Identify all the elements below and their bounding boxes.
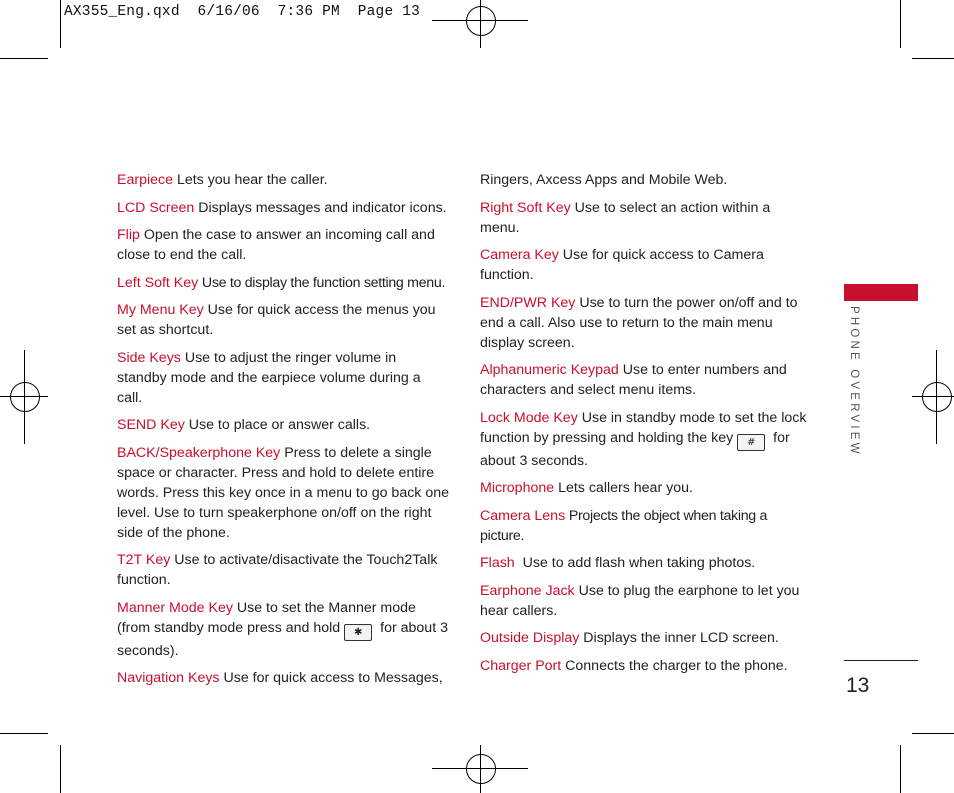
entry-side-keys: Side Keys Use to adjust the ringer volume in standby mode and the earpiece volume during a call. bbox=[117, 349, 421, 406]
left-column bbox=[117, 170, 449, 696]
page-number-rule bbox=[844, 660, 918, 661]
entry-lock-mode-key: Lock Mode Key Use in standby mode to set the lock function by pressing and holding the key # for about 3 seconds. bbox=[480, 409, 807, 469]
entry-outside-display: Outside Display Displays the inner LCD screen. bbox=[480, 630, 779, 646]
entry-microphone: Microphone Lets callers hear you. bbox=[480, 480, 693, 496]
entry-lcd-screen: LCD Screen Displays messages and indicator icons. bbox=[117, 199, 447, 216]
crop-mark bbox=[912, 58, 954, 59]
registration-mark-top bbox=[466, 6, 496, 36]
pound-key-icon: # bbox=[737, 434, 765, 451]
entry-earphone-jack: Earphone Jack Use to plug the earphone to let you hear callers. bbox=[480, 582, 800, 619]
crop-mark bbox=[900, 745, 901, 793]
entry-earpiece: Earpiece Lets you hear the caller. bbox=[117, 172, 328, 188]
registration-line bbox=[912, 396, 954, 397]
registration-line bbox=[0, 396, 48, 397]
print-slug-header: AX355_Eng.qxd 6/16/06 7:36 PM Page 13 bbox=[64, 4, 421, 20]
entry-camera-lens: Camera Lens Projects the object when taking a picture. bbox=[480, 507, 768, 544]
registration-line bbox=[24, 350, 25, 444]
crop-mark bbox=[912, 733, 954, 734]
entry-send-key: SEND Key Use to place or answer calls. bbox=[117, 417, 371, 433]
page-number: 13 bbox=[846, 674, 870, 697]
entry-navigation-keys: Navigation Keys Use for quick access to Messages, bbox=[117, 670, 443, 686]
entry-end-pwr-key: END/PWR Key Use to turn the power on/off and to end a call. Also use to return to the main menu display screen. bbox=[480, 294, 798, 351]
entry-t2t-key: T2T Key Use to activate/disactivate the Touch2Talk function. bbox=[117, 552, 438, 588]
registration-mark-right bbox=[922, 382, 952, 412]
registration-line bbox=[432, 20, 528, 21]
entry-charger-port: Charger Port Connects the charger to the phone. bbox=[480, 657, 788, 674]
entry-back-speakerphone-key: BACK/Speakerphone Key Press to delete a single space or character. Press and hold to delete entire words. Press this key once in a menu to go back one level. Use to turn speakerphone on/off on the right side of the phone. bbox=[117, 444, 450, 541]
section-label: PHONE OVERVIEW bbox=[848, 306, 860, 457]
entry-alphanumeric-keypad: Alphanumeric Keypad Use to enter numbers and characters and select menu items. bbox=[480, 362, 787, 398]
entry-left-soft-key: Left Soft Key Use to display the function setting menu. bbox=[117, 274, 446, 291]
crop-mark bbox=[60, 0, 61, 48]
registration-mark-bottom bbox=[466, 754, 496, 784]
crop-mark bbox=[0, 733, 48, 734]
star-key-icon: ✱ bbox=[344, 624, 372, 641]
right-column bbox=[480, 170, 812, 683]
navigation-keys-continued: Ringers, Axcess Apps and Mobile Web. bbox=[480, 172, 728, 188]
entry-camera-key: Camera Key Use for quick access to Camera function. bbox=[480, 247, 764, 283]
crop-mark bbox=[0, 58, 48, 59]
crop-mark bbox=[900, 0, 901, 48]
registration-line bbox=[936, 350, 937, 444]
entry-my-menu-key: My Menu Key Use for quick access the menus you set as shortcut. bbox=[117, 302, 436, 338]
section-tab bbox=[844, 284, 918, 301]
registration-line bbox=[480, 0, 481, 48]
crop-mark bbox=[60, 745, 61, 793]
entry-flash: Flash Use to add flash when taking photos. bbox=[480, 555, 756, 571]
registration-line bbox=[480, 745, 481, 793]
registration-mark-left bbox=[10, 382, 40, 412]
entry-right-soft-key: Right Soft Key Use to select an action within a menu. bbox=[480, 199, 771, 236]
entry-flip: Flip Open the case to answer an incoming call and close to end the call. bbox=[117, 227, 435, 263]
registration-line bbox=[432, 768, 528, 769]
entry-manner-mode-key: Manner Mode Key Use to set the Manner mode (from standby mode press and hold ✱ for about 3 seconds). bbox=[117, 599, 448, 659]
